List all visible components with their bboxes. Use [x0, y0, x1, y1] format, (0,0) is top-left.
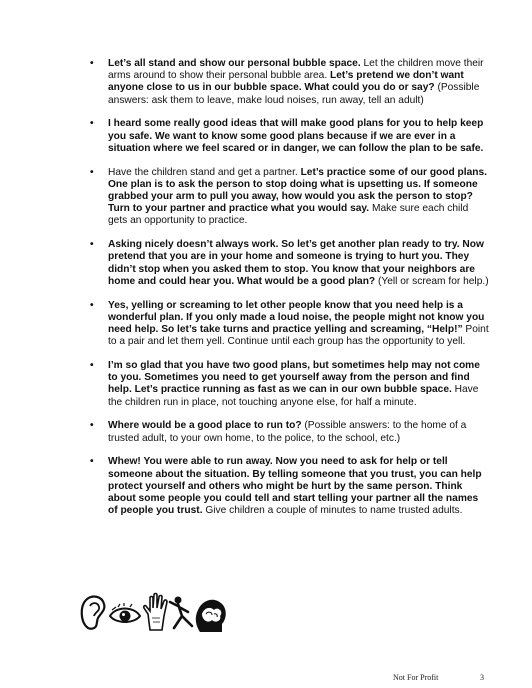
page-number: 3: [480, 673, 484, 682]
instruction-note-text: Point to a pair and let them yell. Continue until each group has the opportunity to yell.: [108, 324, 489, 348]
ear-icon: [82, 597, 105, 629]
instruction-item: [90, 239, 490, 288]
eye-icon: [110, 603, 140, 622]
instruction-note-text: (Possible answers: ask them to leave, make loud noises, run away, tell an adult): [108, 82, 480, 106]
instruction-item: [90, 118, 490, 155]
instruction-script-text: Let’s pretend we don’t want anyone close to us in our bubble space. What could you do or say?: [108, 70, 464, 94]
instruction-note-text: Make sure each child gets an opportunity to practice.: [108, 203, 469, 227]
instruction-note-text: (Possible answers: to the home of a trusted adult, to your own home, to the police, to the school, etc.): [108, 420, 467, 444]
instruction-script-text: Where would be a good place to run to?: [108, 420, 302, 432]
instruction-item: [90, 360, 490, 409]
brain-head-icon: [196, 600, 226, 632]
instruction-script-text: Let’s practice some of our good plans. One plan is to ask the person to stop doing what is upsetting us. If someone grabbed your arm to pull you away, how would you ask the person to stop? Turn to your partner and practice what you would say.: [108, 166, 487, 215]
instruction-script-text: Whew! You were able to run away. Now you need to ask for help or tell someone about the situation. By telling someone that you trust, you can help protect yourself and others who might be hurt by the same person. Think about some people you could tell and start telling your partner all the names of people you trust.: [108, 456, 482, 517]
bullet-marker: •: [90, 118, 94, 130]
instruction-item: [90, 300, 490, 349]
hand-icon: [144, 594, 167, 631]
instruction-script-text: I’m so glad that you have two good plans, but sometimes help may not come to you. Sometimes you need to get yourself away from the person and find help. Let’s practice running as fast as we can in our own bubble space.: [108, 360, 480, 396]
bullet-marker: •: [90, 360, 94, 372]
instruction-note-text: Have the children run in place, not touching anyone else, for half a minute.: [108, 384, 479, 408]
instruction-note-text: Give children a couple of minutes to name trusted adults.: [202, 505, 463, 517]
stretching-figure-icon: [170, 597, 192, 629]
bullet-marker: •: [90, 456, 94, 468]
instruction-item: [90, 456, 490, 517]
instruction-note-text: (Yell or scream for help.): [375, 275, 489, 287]
instruction-item: [90, 58, 490, 107]
instruction-note-text: Have the children stand and get a partner.: [108, 166, 301, 178]
bullet-marker: •: [90, 299, 94, 311]
instruction-script-text: Asking nicely doesn’t always work. So let’s get another plan ready to try. Now pretend that you are in your home and someone is trying to hurt you. They didn’t stop when you asked them to stop. You know that your neighbors are home and could hear you. What would be a good plan?: [108, 239, 484, 287]
senses-icon-strip: [78, 592, 228, 634]
bullet-marker: •: [90, 420, 94, 432]
instruction-item: [90, 167, 490, 228]
instruction-script-text: Yes, yelling or screaming to let other people know that you need help is a wonderful plan. If you only made a loud noise, the people might not know you need help. So let’s take turns and practice yelling and screaming, “Help!”: [108, 299, 485, 336]
bullet-marker: •: [90, 166, 94, 178]
instruction-script-text: I heard some really good ideas that will make good plans for you to help keep you safe. We want to know some good plans because if we are ever in a situation where we feel scared or in danger, we can follow the plan to be safe.: [108, 118, 484, 154]
bullet-marker: •: [90, 58, 94, 69]
bullet-marker: •: [90, 239, 94, 251]
activity-instructions-list: [90, 58, 490, 529]
instruction-note-text: Let the children move their arms around to show their personal bubble area.: [108, 58, 484, 82]
footer-label: Not For Profit: [393, 673, 439, 682]
instruction-script-text: Let’s all stand and show our personal bubble space.: [108, 58, 361, 69]
instruction-item: [90, 420, 490, 444]
